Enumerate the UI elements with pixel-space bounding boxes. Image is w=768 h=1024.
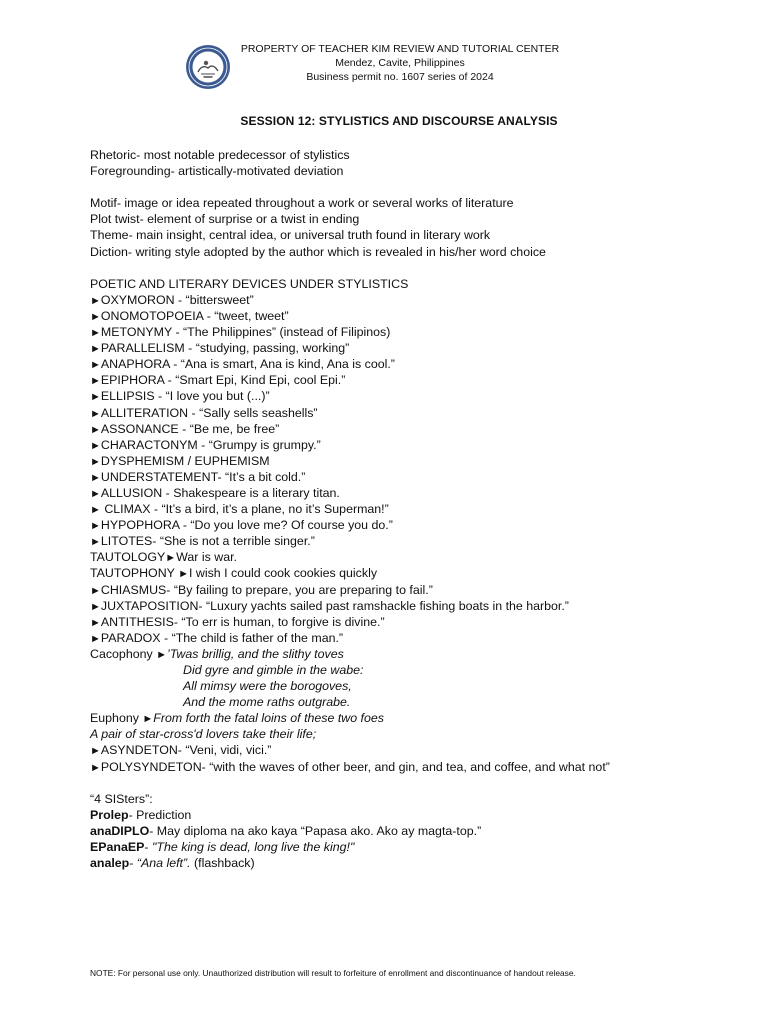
device-item: ►METONYMY - “The Philippines” (instead of Filipinos): [90, 325, 391, 340]
arrow-icon: ►: [90, 343, 101, 356]
arrow-icon: ►: [90, 375, 101, 388]
device-item: ►DYSPHEMISM / EUPHEMISM: [90, 453, 270, 468]
device-item: ►CHARACTONYM - “Grumpy is grumpy.”: [90, 437, 321, 452]
sister-item: Prolep- Prediction: [90, 807, 192, 822]
device-item: ►ANTITHESIS- “To err is human, to forgive is divine.”: [90, 614, 385, 629]
device-item: ►ANAPHORA - “Ana is smart, Ana is kind, Ana is cool.”: [90, 357, 395, 372]
arrow-icon: ►: [90, 455, 101, 468]
arrow-icon: ►: [90, 391, 101, 404]
sister-item: EPanaEP- "The king is dead, long live the king!": [90, 840, 355, 855]
device-item: ►HYPOPHORA - “Do you love me? Of course you do.”: [90, 518, 393, 533]
poem-line: A pair of star-cross'd lovers take their life;: [90, 727, 317, 742]
sister-item: analep- “Ana left”. (flashback): [90, 856, 255, 871]
arrow-icon: ►: [90, 600, 101, 613]
device-item: ►EPIPHORA - “Smart Epi, Kind Epi, cool Epi.”: [90, 373, 346, 388]
definition-line: Diction- writing style adopted by the author which is revealed in his/her word choice: [90, 244, 546, 259]
cacophony-item: Cacophony ►’Twas brillig, and the slithy toves: [90, 646, 344, 661]
poem-line: Did gyre and gimble in the wabe:: [183, 663, 364, 677]
arrow-icon: ►: [90, 310, 101, 323]
arrow-icon: ►: [90, 745, 101, 758]
device-item: ►ALLITERATION - “Sally sells seashells”: [90, 405, 318, 420]
arrow-icon: ►: [90, 632, 101, 645]
arrow-icon: ►: [90, 471, 101, 484]
arrow-icon: ►: [90, 439, 101, 452]
device-item: ►ASSONANCE - “Be me, be free”: [90, 421, 280, 436]
page-title: SESSION 12: STYLISTICS AND DISCOURSE ANALYSIS: [240, 114, 558, 128]
header-line-3: Business permit no. 1607 series of 2024: [306, 71, 494, 83]
arrow-icon: ►: [90, 536, 101, 549]
arrow-icon: ►: [90, 761, 101, 774]
device-item: ►PARALLELISM - “studying, passing, working”: [90, 341, 350, 356]
arrow-icon: ►: [90, 407, 101, 420]
arrow-icon: ►: [90, 616, 101, 629]
arrow-icon: ►: [90, 327, 101, 340]
device-item: ►ALLUSION - Shakespeare is a literary titan.: [90, 485, 340, 500]
definition-line: Theme- main insight, central idea, or universal truth found in literary work: [90, 228, 491, 243]
definition-line: Foregrounding- artistically-motivated deviation: [90, 164, 344, 179]
center-logo-seal-icon: [185, 44, 231, 90]
tautology-item: TAUTOLOGY►War is war.: [90, 550, 237, 565]
arrow-icon: ►: [90, 520, 101, 533]
poem-line: And the mome raths outgrabe.: [183, 695, 351, 710]
device-item: ►OXYMORON - “bittersweet”: [90, 292, 254, 307]
poem-line: All mimsy were the borogoves,: [183, 679, 352, 694]
arrow-icon: ►: [178, 568, 190, 581]
device-item: ► CLIMAX - “It’s a bird, it’s a plane, no it’s Superman!”: [90, 502, 389, 517]
arrow-icon: ►: [90, 294, 101, 307]
device-item: ►ELLIPSIS - “I love you but (...)”: [90, 389, 270, 404]
arrow-icon: ►: [142, 713, 154, 726]
device-item: ►CHIASMUS- “By failing to prepare, you are preparing to fail.”: [90, 582, 433, 597]
handout-body: [90, 147, 750, 871]
header-line-2: Mendez, Cavite, Philippines: [335, 57, 465, 69]
arrow-icon: ►: [90, 423, 101, 436]
page-header: [0, 42, 768, 94]
device-item: ►ASYNDETON- “Veni, vidi, vici.”: [90, 743, 272, 758]
device-item: ►LITOTES- “She is not a terrible singer.”: [90, 534, 315, 549]
tautophony-item: TAUTOPHONY ►I wish I could cook cookies quickly: [90, 566, 378, 581]
device-item: ►PARADOX - “The child is father of the man.”: [90, 630, 344, 645]
arrow-icon: ►: [90, 487, 101, 500]
arrow-icon: ►: [156, 648, 168, 661]
header-line-1: PROPERTY OF TEACHER KIM REVIEW AND TUTORIAL CENTER: [240, 43, 560, 55]
device-item: ►UNDERSTATEMENT- “It’s a bit cold.”: [90, 469, 306, 484]
sister-item: anaDIPLO- May diploma na ako kaya “Papasa ako. Ako ay magta-top.”: [90, 823, 482, 838]
definition-line: Motif- image or idea repeated throughout a work or several works of literature: [90, 196, 514, 211]
device-item: ►POLYSYNDETON- “with the waves of other beer, and gin, and tea, and coffee, and what not”: [90, 759, 610, 774]
sisters-heading: “4 SISters”:: [90, 791, 153, 806]
definition-line: Plot twist- element of surprise or a twist in ending: [90, 212, 360, 227]
device-item: ►ONOMOTOPOEIA - “tweet, tweet”: [90, 308, 289, 323]
definition-line: Rhetoric- most notable predecessor of stylistics: [90, 148, 350, 162]
device-item: ►JUXTAPOSITION- “Luxury yachts sailed past ramshackle fishing boats in the harbor.”: [90, 598, 569, 613]
arrow-icon: ►: [165, 552, 177, 565]
arrow-icon: ►: [90, 359, 101, 372]
arrow-icon: ►: [90, 504, 101, 517]
devices-heading: POETIC AND LITERARY DEVICES UNDER STYLISTICS: [90, 276, 409, 291]
footer-note: NOTE: For personal use only. Unauthorized distribution will result to forfeiture of enrollment and discontinuance of handout release.: [90, 968, 576, 978]
arrow-icon: ►: [90, 584, 101, 597]
euphony-item: Euphony ►From forth the fatal loins of these two foes: [90, 711, 384, 726]
